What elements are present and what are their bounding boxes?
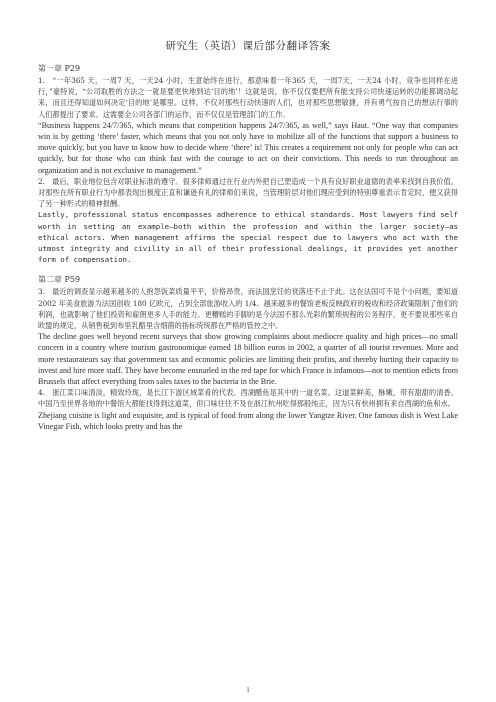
english-paragraph: “Business happens 24/7/365, which means that competition happens 24/7/365, as well,” says Haut. “One way that companies win is by getting ‘there’ faster, which means that you not only have to mobilize all of the functions that support a business to move quickly, but you have to know how to decide where ‘there’ is! This creates a requirement not only for people who can act quickly, but for those who can think fast with the courage to act on their convictions. This needs to run throughout an organization and is not exclusive to management.” xyxy=(38,120,458,175)
chinese-paragraph: 3. 最近的调查显示越来越多的人抱怨饭菜质量平平，价格昂贵，而法国烹饪的衰落还不止于此。这在法国可不是个小问题，要知道 2002 年美食旅游为法国创收 180 亿欧元，占到全部旅游收入的 1/4。越来越多的餐馆老板反映政府的税收和经济政策限制了他们的利润，也就影响了他们投资和雇佣更多人手的能力。更糟糕的手脚的是今法国不那么光彩的繁琐规程的公务程序，更不要说那些来自欧盟的规定，从销售税到布里乳酪里含细菌的指标统统都在严格的管控之中。 xyxy=(38,287,458,331)
document-title: 研究生（英语）课后部分翻译答案 xyxy=(165,40,331,52)
english-paragraph: Zhejiang cuisine is light and exquisite, and is typical of food from along the lower Yangtze River. One famous dish is West Lake Vinegar Fish, which looks pretty and has the xyxy=(38,410,458,431)
page-number: 1 xyxy=(246,686,250,694)
chapter-heading: 第二章 P59 xyxy=(38,275,81,285)
chinese-paragraph: 4. 浙江菜口味清淡，精致玲珑，是长江下游区域菜肴的代表。西湖醋鱼是其中的一道名菜。这道菜鲜美，酥嫩，带有甜甜的清香。中国乃至世界各地的中餐馆大都能找得到这道菜，但口味往往不及在浙江杭州吃得那般纯正，因为只有杭州拥有来自西湖的鱼和水。 xyxy=(38,388,458,409)
chinese-paragraph: 2. 最后，职业地位包含对职业标准的遵守。很多律师通过在行业内外把自己塑造成一个具有良好职业道德的表率来找到自我价值。对那些在所有职业行为中都表现出极度正直和谦逊有礼的律师们来说，当管理阶层对他们理应受到的特别尊重表示肯定时，便又获得了另一种形式的精神报酬。 xyxy=(38,176,458,209)
section-gap xyxy=(38,265,458,274)
chinese-paragraph: 1. “一年365 天，一周7 天，一天24 小时，生意始终在进行，那意味着一年365 天，一周7天，一天24 小时，竞争也同样在进行，”豪特说，“公司取胜的方法之一就是要更快地到达‘目的地’！这就是说，你不仅仅要把所有能支持公司快速运转的功能都调动起来，而且还得知道如何决定‘目的地’是哪里。这样，不仅对那些行动快速的人们，也对那些思想敏捷，并有勇气按自己的想法行事的人们都提出了要求。这需要全公司各部门的运作，而不仅仅是管理部门的工作。 xyxy=(38,76,458,119)
english-paragraph: Lastly, professional status encompasses adherence to ethical standards. Most lawyers find self worth in setting an example—both within the profession and within the larger society—as ethical actors. When management affirms the special respect due to lawyers who act with the utmost integrity and civility in all of their professional dealings, it provides yet another form of compensation. xyxy=(38,210,458,265)
chapter-heading: 第一章 P29 xyxy=(38,64,81,73)
english-paragraph: The decline goes well beyond recent surveys that show growing complaints about mediocre quality and high prices—no small concern in a country where tourism gastronomique earned 18 billion euros in 2002, a quarter of all tourist revenues. More and more restaurateurs say that government tax and economic policies are limiting their profits, and thereby hurting their capacity to invest and hire more staff. They have become ensnarled in the red tape for which France is infamous—not to mention edicts from Brussels that affect everything from sales taxes to the bacteria in the Brie. xyxy=(38,332,458,387)
